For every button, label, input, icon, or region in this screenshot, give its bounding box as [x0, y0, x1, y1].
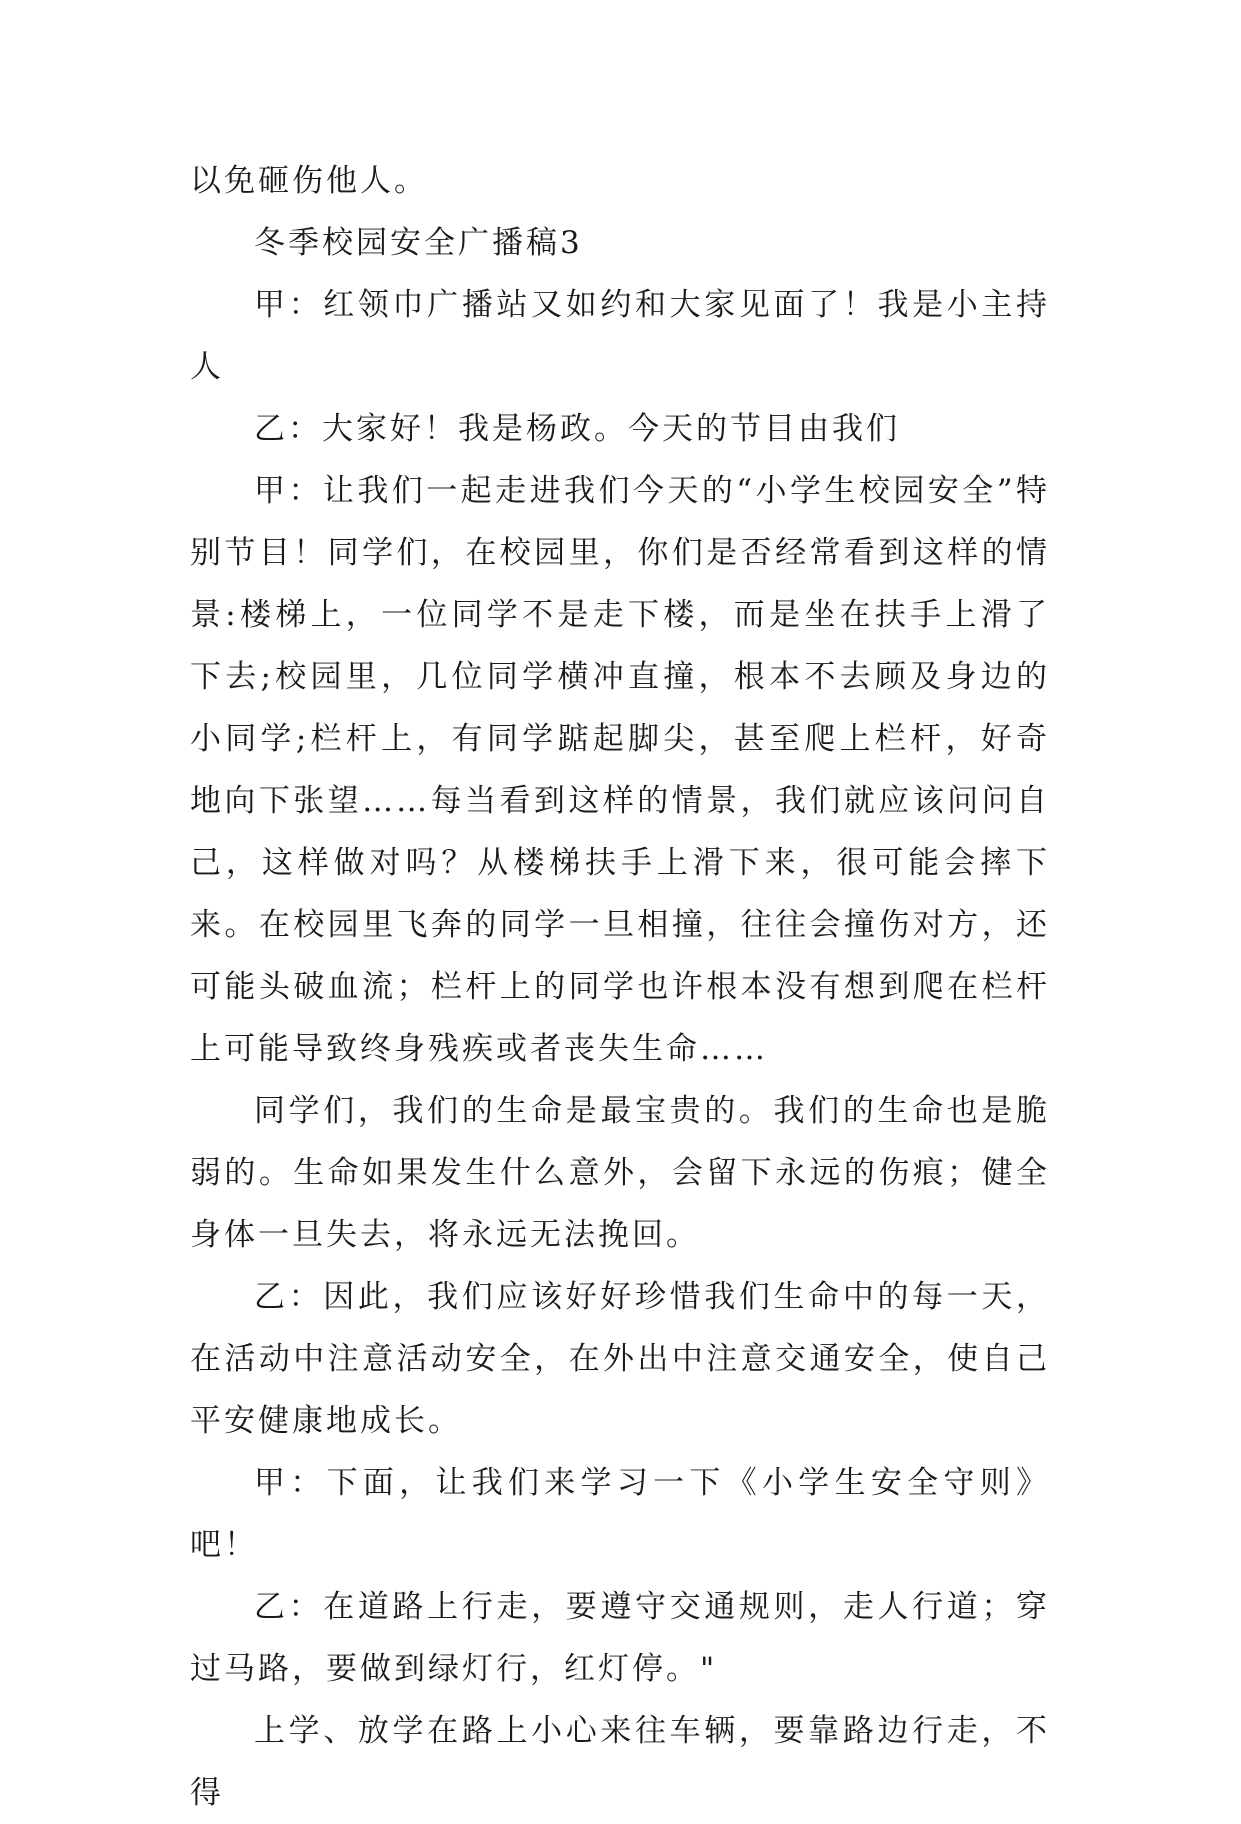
paragraph-3: 甲：红领巾广播站又如约和大家见面了！我是小主持人: [190, 287, 1050, 385]
paragraph-9: 乙：在道路上行走，要遵守交通规则，走人行道；穿过马路，要做到绿灯行，红灯停。": [190, 1589, 1050, 1687]
paragraph-8: 甲：下面，让我们来学习一下《小学生安全守则》吧！: [190, 1465, 1050, 1563]
paragraph-1: 以免砸伤他人。: [190, 163, 428, 199]
document-body: [190, 150, 1050, 1824]
paragraph-5: 甲：让我们一起走进我们今天的“小学生校园安全”特别节目！同学们，在校园里，你们是否经常看到这样的情景:楼梯上，一位同学不是走下楼，而是坐在扶手上滑了下去;校园里，几位同学横冲直撞，根本不去顾及身边的小同学;栏杆上，有同学踮起脚尖，甚至爬上栏杆，好奇地向下张望……每当看到这样的情景，我们就应该问问自己，这样做对吗？从楼梯扶手上滑下来，很可能会摔下来。在校园里飞奔的同学一旦相撞，往往会撞伤对方，还可能头破血流；栏杆上的同学也许根本没有想到爬在栏杆上可能导致终身残疾或者丧失生命……: [190, 473, 1050, 1067]
paragraph-6: 同学们，我们的生命是最宝贵的。我们的生命也是脆弱的。生命如果发生什么意外，会留下永远的伤痕；健全身体一旦失去，将永远无法挽回。: [190, 1093, 1050, 1253]
paragraph-4: 乙：大家好！我是杨政。今天的节目由我们: [254, 411, 900, 447]
paragraph-7: 乙：因此，我们应该好好珍惜我们生命中的每一天，在活动中注意活动安全，在外出中注意交通安全，使自己平安健康地成长。: [190, 1279, 1050, 1439]
section-heading: 冬季校园安全广播稿3: [254, 225, 583, 261]
paragraph-10: 上学、放学在路上小心来往车辆，要靠路边行走，不得: [190, 1713, 1050, 1811]
